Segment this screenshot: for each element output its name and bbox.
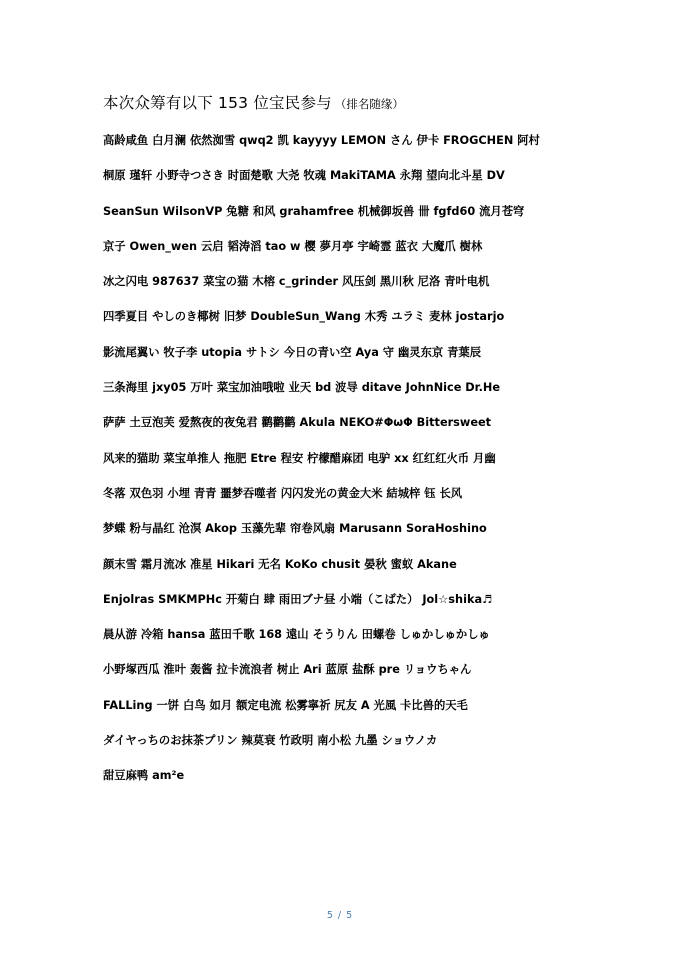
name-line: 桐原 瑾轩 小野寺つさき 时面楚歌 大尧 牧魂 MakiTAMA 永翔 望向北斗星 DV [103, 169, 505, 183]
name-line: 小野塚西瓜 淮叶 轰酱 拉卡流浪者 树止 Ari 蓝原 盐酥 pre リョウちゃん [103, 663, 472, 677]
name-line: 晨从游 冷箱 hansa 蓝田千歌 168 遠山 そうりん 田螺卷 しゅかしゅかしゅ [103, 628, 490, 642]
supporter-list [103, 131, 593, 802]
name-line: 萨萨 土豆泡芙 爱熬夜的夜兔君 鹳鹳鹳 Akula NEKO#ΦωΦ Bittersweet [103, 416, 492, 430]
name-line: 影流尾翼い 牧子李 utopia サトシ 今日の青い空 Aya 守 幽灵东京 青葉辰 [103, 345, 482, 359]
name-line: 甜豆麻鸭 am²e [103, 769, 185, 783]
name-line: SeanSun WilsonVP 兔糖 和风 grahamfree 机械御坂兽 卌 fgfd60 流月苍穹 [103, 204, 525, 218]
name-line: 京子 Owen_wen 云启 韬涛滔 tao w 樱 夢月亭 宇崎霊 蓝衣 大魔爪 樹林 [103, 239, 483, 253]
name-line: FALLing 一饼 白鸟 如月 额定电流 松雾寧祈 尻友 A 光風 卡比兽的天毛 [103, 698, 468, 712]
name-line: 梦蝶 粉与晶红 沧溟 Akop 玉藻先辈 帘卷风扇 Marusann SoraHoshino [103, 522, 487, 536]
name-line: 四季夏目 やしのき椰树 旧梦 DoubleSun_Wang 木秀 ユラミ 麦林 jostarjo [103, 310, 505, 324]
page-number: 5 / 5 [326, 910, 354, 921]
name-line: 冬落 双色羽 小埋 青青 噩梦吞噬者 闪闪发光の黄金大米 結城梓 钰 长风 [103, 486, 463, 500]
name-line: Enjolras SMKMPHc 开菊白 肆 雨田ブナ昼 小端（こばた） Jol☆shika♬ [103, 592, 493, 606]
heading-text: 本次众筹有以下 153 位宝民参与 [103, 94, 332, 112]
heading-note: （排名随缘） [334, 97, 404, 111]
name-line: 颜末雪 霜月流冰 准星 Hikari 无名 KoKo chusit 晏秋 蜜蚁 Akane [103, 557, 457, 571]
name-line: 风来的猫助 菜宝单推人 拖肥 Etre 程安 柠檬醋麻团 电驴 xx 红红红火币 月幽 [103, 451, 496, 465]
page-heading [103, 93, 404, 114]
name-line: 冰之闪电 987637 菜宝の猫 木榕 c_grinder 风压剑 黑川秋 尼洛 青叶电机 [103, 275, 490, 289]
name-line: 三条海里 jxy05 万叶 菜宝加油哦啦 业天 bd 波导 ditave JohnNice Dr.He [103, 381, 501, 395]
name-line: 高龄咸鱼 白月澜 依然洳雪 qwq2 凯 kayyyy LEMON さん 伊卡 FROGCHEN 阿村 [103, 134, 540, 147]
name-line: ダイヤっちのお抹茶プリン 辣莫衰 竹政明 南小松 九墨 ショウノカ [103, 734, 438, 748]
